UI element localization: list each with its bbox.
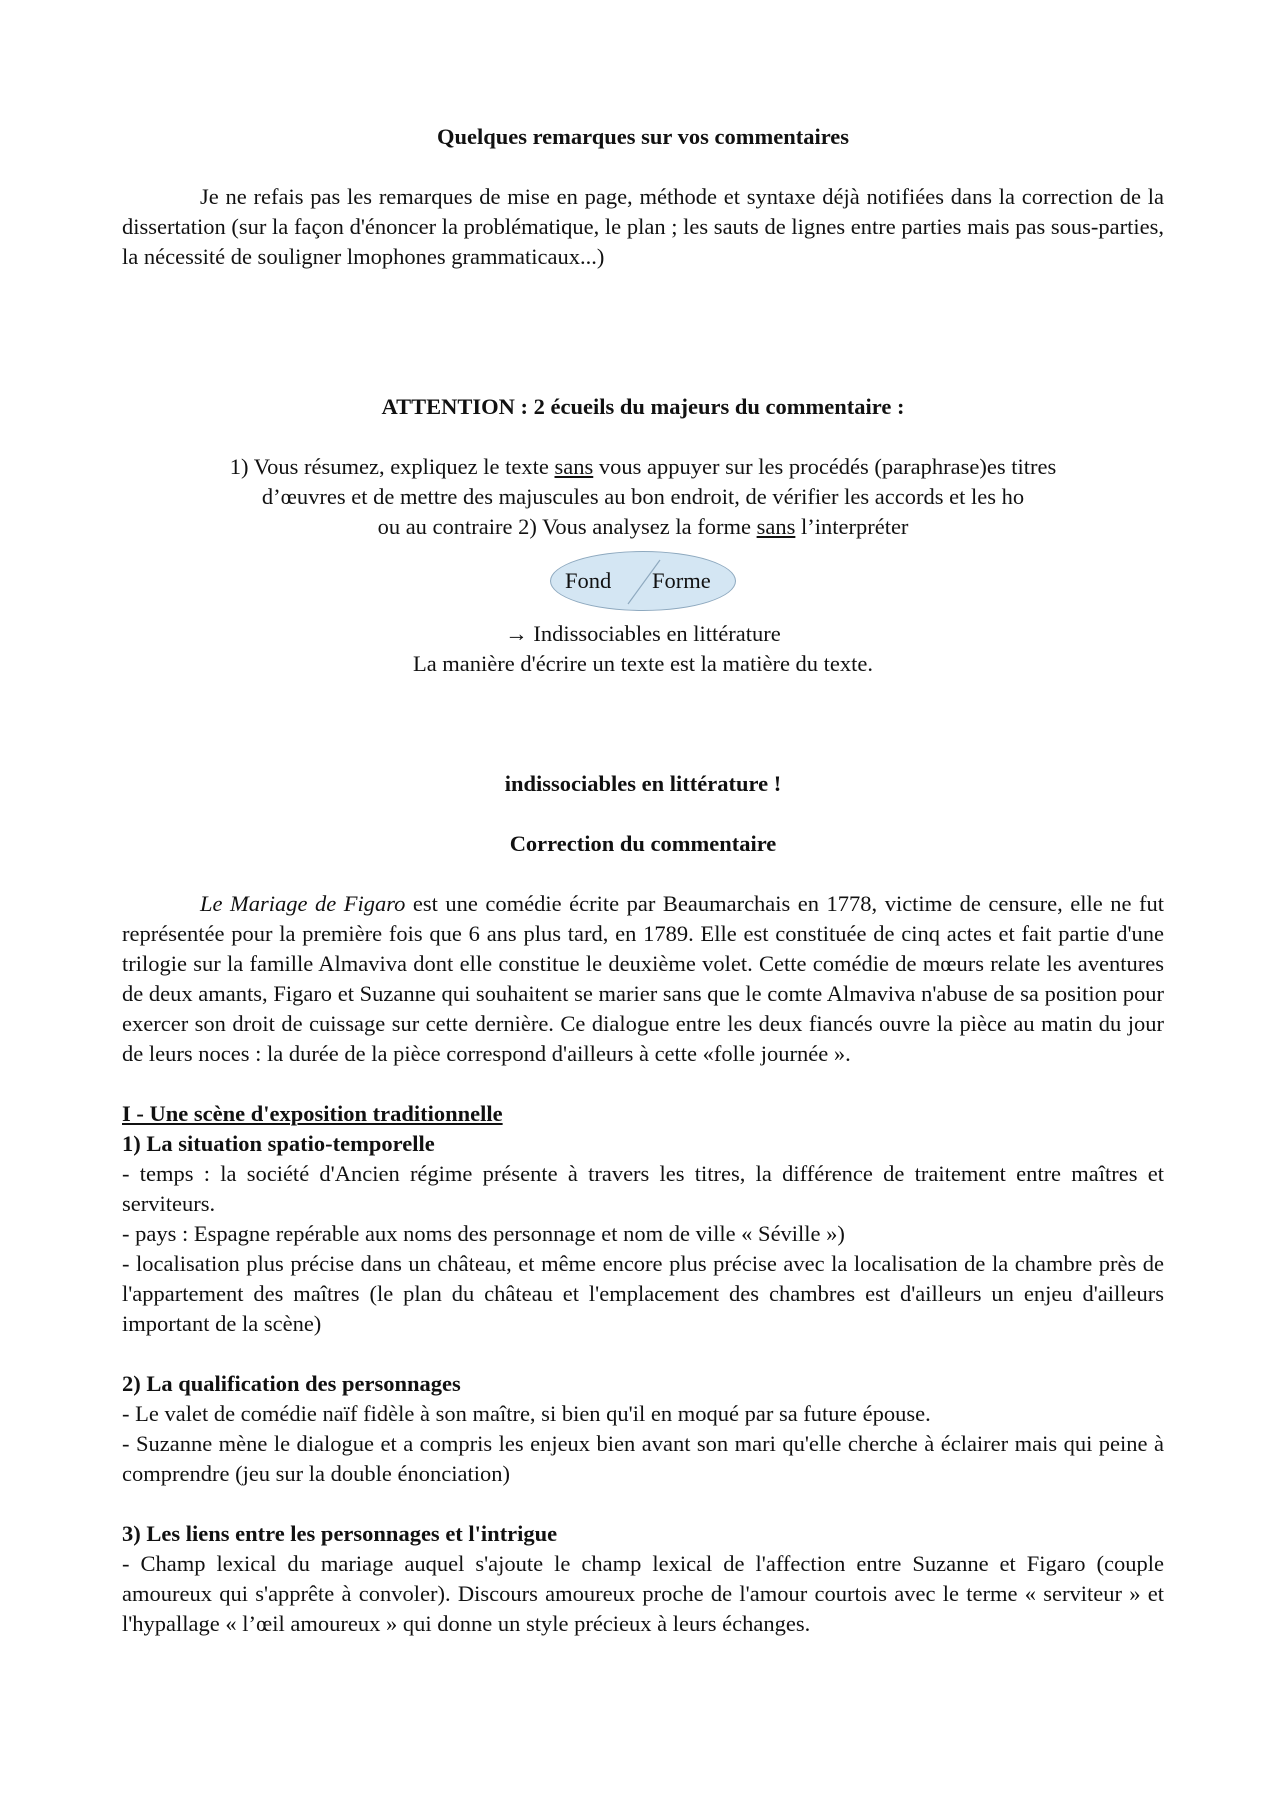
section-3	[122, 1519, 1164, 1639]
attention-line-3-a: ou au contraire 2) Vous analysez la forme	[377, 514, 757, 539]
section-2	[122, 1369, 1164, 1489]
fond-forme-diagram	[122, 551, 1164, 611]
correction-title: Correction du commentaire	[509, 831, 777, 856]
attention-line-1	[122, 452, 1164, 482]
fond-label: Fond	[565, 568, 612, 593]
indissociables-heading: indissociables en littérature !	[504, 771, 782, 796]
correction-intro-paragraph	[122, 889, 1164, 1069]
section-1-heading: 1) La situation spatio-temporelle	[122, 1131, 435, 1156]
page-title: Quelques remarques sur vos commentaires	[436, 124, 850, 149]
section-2-item: - Le valet de comédie naïf fidèle à son maître, si bien qu'il en moqué par sa future épouse.	[122, 1401, 931, 1426]
section-3-heading: 3) Les liens entre les personnages et l'intrigue	[122, 1521, 558, 1546]
attention-heading: ATTENTION : 2 écueils du majeurs du commentaire :	[381, 394, 905, 419]
section-2-heading: 2) La qualification des personnages	[122, 1371, 461, 1396]
attention-line-3	[122, 512, 1164, 542]
fond-forme-ellipse	[550, 551, 736, 611]
attention-line-1-underlined: sans	[554, 454, 594, 479]
correction-intro-text: est une comédie écrite par Beaumarchais en 1778, victime de censure, elle ne fut représentée pour la première fois que 6 ans plus tard, en 1789. Elle est constituée de cinq actes et fait partie d'une trilogie sur la famille Almaviva dont elle constitue le deuxième volet. Cette comédie de mœurs relate les aventures de deux amants, Figaro et Suzanne qui souhaitent se marier sans que le comte Almaviva n'abuse de sa position pour exercer son droit de cuissage sur cette dernière. Ce dialogue entre les deux fiancés ouvre la pièce au matin du jour de leurs noces : la durée de la pièce correspond d'ailleurs à cette «folle journée ».	[122, 891, 1164, 1066]
section-2-item: - Suzanne mène le dialogue et a compris les enjeux bien avant son mari qu'elle cherche à éclairer mais qui peine à comprendre (jeu sur la double énonciation)	[122, 1431, 1164, 1486]
section-1-item: - pays : Espagne repérable aux noms des personnage et nom de ville « Séville »)	[122, 1221, 845, 1246]
part1-heading: I - Une scène d'exposition traditionnelle	[122, 1101, 503, 1126]
section-1-item: - temps : la société d'Ancien régime présente à travers les titres, la différence de traitement entre maîtres et serviteurs.	[122, 1161, 1164, 1216]
forme-label: Forme	[652, 568, 711, 593]
attention-line-1-b: vous appuyer sur les procédés (paraphrase)es titres	[593, 454, 1057, 479]
section-3-item: - Champ lexical du mariage auquel s'ajoute le champ lexical de l'affection entre Suzanne et Figaro (couple amoureux qui s'apprête à convoler). Discours amoureux proche de l'amour courtois avec le terme « serviteur » et l'hypallage « l’œil amoureux » qui donne un style précieux à leurs échanges.	[122, 1551, 1164, 1636]
intro-paragraph: Je ne refais pas les remarques de mise en page, méthode et syntaxe déjà notifiées dans la correction de la dissertation (sur la façon d'énoncer la problématique, le plan ; les sauts de lignes entre parties mais pas sous-parties, la nécessité de souligner lmophones grammaticaux...)	[122, 184, 1164, 269]
work-title: Le Mariage de Figaro	[200, 891, 406, 916]
attention-line-3-b: l’interpréter	[795, 514, 909, 539]
attention-line-3-underlined: sans	[756, 514, 796, 539]
section-1-item: - localisation plus précise dans un château, et même encore plus précise avec la localisation de la chambre près de l'appartement des maîtres (le plan du château et l'emplacement des chambres est d'ailleurs un enjeu d'ailleurs important de la scène)	[122, 1251, 1164, 1336]
attention-block	[122, 452, 1164, 542]
attention-line-2: d’œuvres et de mettre des majuscules au bon endroit, de vérifier les accords et les ho	[261, 484, 1025, 509]
conclusion-line-2: La manière d'écrire un texte est la matière du texte.	[412, 651, 874, 676]
attention-line-1-a: 1) Vous résumez, expliquez le texte	[229, 454, 555, 479]
section-1	[122, 1129, 1164, 1339]
conclusion-line-1: → Indissociables en littérature	[505, 621, 781, 646]
document-page	[122, 122, 1164, 1639]
